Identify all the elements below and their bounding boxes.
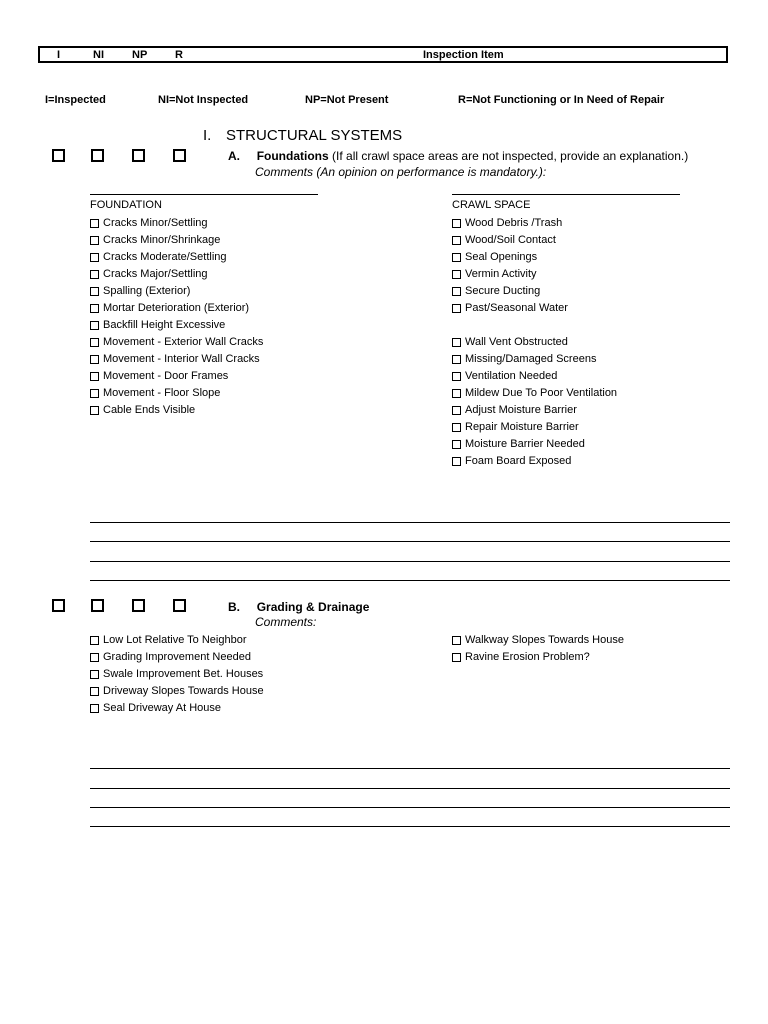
checklist-label: Grading Improvement Needed [103, 651, 251, 663]
list-item[interactable] [452, 232, 617, 249]
checklist-label: Repair Moisture Barrier [465, 421, 579, 433]
foundations-i-checkbox[interactable] [52, 149, 65, 162]
list-item[interactable] [452, 249, 617, 266]
list-item[interactable] [90, 402, 263, 419]
list-item[interactable] [452, 385, 617, 402]
grading-comment-line[interactable] [90, 807, 730, 808]
crawl-space-column-rule [452, 194, 680, 195]
list-item[interactable] [452, 402, 617, 419]
list-item[interactable] [452, 419, 617, 436]
checklist-label: Backfill Height Excessive [103, 319, 226, 331]
checklist-label: Mortar Deterioration (Exterior) [103, 302, 250, 314]
checkbox[interactable] [90, 338, 99, 347]
checkbox[interactable] [452, 219, 461, 228]
foundation-column-rule [90, 194, 318, 195]
checkbox[interactable] [452, 270, 461, 279]
checkbox[interactable] [90, 355, 99, 364]
checklist-label: Vermin Activity [465, 268, 537, 280]
checklist-label: Foam Board Exposed [465, 455, 572, 467]
list-item[interactable] [452, 215, 617, 232]
checklist-label: Wood/Soil Contact [465, 234, 556, 246]
checkbox[interactable] [452, 253, 461, 262]
checklist-label: Cracks Minor/Settling [103, 217, 208, 229]
checklist-label: Movement - Interior Wall Cracks [103, 353, 260, 365]
checkbox[interactable] [452, 338, 461, 347]
checkbox[interactable] [452, 423, 461, 432]
list-item[interactable] [90, 351, 263, 368]
grading-i-checkbox[interactable] [52, 599, 65, 612]
grading-title: Grading & Drainage [256, 600, 370, 614]
checklist-label: Swale Improvement Bet. Houses [103, 668, 264, 680]
checklist-label: Movement - Exterior Wall Cracks [103, 336, 264, 348]
grading-subheading [228, 600, 369, 614]
checkbox[interactable] [90, 270, 99, 279]
checkbox[interactable] [90, 219, 99, 228]
checklist-label: Cracks Minor/Shrinkage [103, 234, 221, 246]
grading-checklist-left [90, 632, 264, 717]
grading-comments-label: Comments: [255, 615, 317, 629]
checkbox[interactable] [452, 372, 461, 381]
checkbox[interactable] [452, 653, 461, 662]
grading-comment-line[interactable] [90, 768, 730, 769]
foundations-comment-line[interactable] [90, 580, 730, 581]
checkbox[interactable] [90, 321, 99, 330]
checkbox[interactable] [90, 287, 99, 296]
list-item[interactable] [90, 283, 263, 300]
list-item[interactable] [452, 453, 617, 470]
foundations-ni-checkbox[interactable] [91, 149, 104, 162]
grading-letter: B. [228, 600, 240, 614]
list-item[interactable] [90, 683, 264, 700]
checkbox[interactable] [452, 636, 461, 645]
checklist-label: Cable Ends Visible [103, 404, 196, 416]
crawl-space-column-heading: CRAWL SPACE [452, 199, 531, 211]
header-col-inspection-item: Inspection Item [423, 49, 504, 61]
checklist-label: Secure Ducting [465, 285, 541, 297]
foundations-comment-line[interactable] [90, 522, 730, 523]
checklist-label: Low Lot Relative To Neighbor [103, 634, 247, 646]
foundations-comments-label: Comments (An opinion on performance is mandatory.): [255, 165, 547, 179]
list-item[interactable] [90, 385, 263, 402]
list-item[interactable] [90, 215, 263, 232]
legend-not-inspected: NI=Not Inspected [158, 94, 249, 106]
checkbox[interactable] [90, 670, 99, 679]
foundations-r-checkbox[interactable] [173, 149, 186, 162]
list-item[interactable] [90, 368, 263, 385]
checkbox[interactable] [452, 355, 461, 364]
list-item[interactable] [452, 632, 624, 649]
checklist-label: Adjust Moisture Barrier [465, 404, 577, 416]
checkbox[interactable] [90, 704, 99, 713]
foundations-comment-line[interactable] [90, 561, 730, 562]
checklist-label: Ventilation Needed [465, 370, 558, 382]
checklist-label: Past/Seasonal Water [465, 302, 568, 314]
list-item[interactable] [90, 700, 264, 717]
list-item[interactable] [90, 632, 264, 649]
legend-not-present: NP=Not Present [305, 94, 389, 106]
checkbox[interactable] [90, 236, 99, 245]
checklist-label: Wood Debris /Trash [465, 217, 563, 229]
checklist-label: Cracks Major/Settling [103, 268, 208, 280]
checkbox[interactable] [90, 406, 99, 415]
list-item[interactable] [452, 266, 617, 283]
checklist-label: Seal Openings [465, 251, 538, 263]
list-item[interactable] [452, 649, 624, 666]
checkbox[interactable] [452, 287, 461, 296]
grading-comment-line[interactable] [90, 826, 730, 827]
checklist-label: Driveway Slopes Towards House [103, 685, 264, 697]
foundation-column-heading: FOUNDATION [90, 199, 162, 211]
list-item[interactable] [452, 368, 617, 385]
checklist-label: Movement - Door Frames [103, 370, 229, 382]
header-col-not-present: NP [132, 49, 148, 61]
checklist-label: Movement - Floor Slope [103, 387, 221, 399]
inspection-header-row [38, 46, 728, 63]
checkbox[interactable] [90, 389, 99, 398]
grading-np-checkbox[interactable] [132, 599, 145, 612]
checkbox[interactable] [452, 440, 461, 449]
foundation-checklist [90, 215, 263, 419]
list-item[interactable] [90, 317, 263, 334]
list-item[interactable] [90, 649, 264, 666]
foundations-note: (If all crawl space areas are not inspected, provide an explanation.) [332, 149, 689, 163]
header-col-repair: R [175, 49, 183, 61]
grading-comment-line[interactable] [90, 788, 730, 789]
foundations-subheading [228, 149, 688, 163]
checkbox[interactable] [452, 389, 461, 398]
checkbox[interactable] [90, 372, 99, 381]
list-item[interactable] [452, 283, 617, 300]
checkbox[interactable] [90, 304, 99, 313]
list-item[interactable] [90, 666, 264, 683]
legend-repair: R=Not Functioning or In Need of Repair [458, 94, 665, 106]
checklist-label: Moisture Barrier Needed [465, 438, 585, 450]
list-item[interactable] [452, 436, 617, 453]
list-item[interactable] [90, 334, 263, 351]
checkbox[interactable] [90, 636, 99, 645]
checklist-label: Missing/Damaged Screens [465, 353, 597, 365]
list-item[interactable] [452, 300, 617, 317]
foundations-letter: A. [228, 149, 240, 163]
list-item[interactable] [90, 300, 263, 317]
section-number: I. [203, 127, 212, 144]
list-item[interactable] [90, 249, 263, 266]
checklist-label: Seal Driveway At House [103, 702, 221, 714]
checkbox[interactable] [90, 653, 99, 662]
legend-inspected: I=Inspected [45, 94, 106, 106]
section-title: STRUCTURAL SYSTEMS [226, 127, 403, 144]
checklist-label: Wall Vent Obstructed [465, 336, 568, 348]
grading-checklist-right [452, 632, 624, 666]
foundations-np-checkbox[interactable] [132, 149, 145, 162]
grading-ni-checkbox[interactable] [91, 599, 104, 612]
foundations-comment-line[interactable] [90, 541, 730, 542]
list-spacer [452, 317, 617, 334]
checklist-label: Mildew Due To Poor Ventilation [465, 387, 618, 399]
checkbox[interactable] [452, 406, 461, 415]
checkbox[interactable] [452, 457, 461, 466]
checkbox[interactable] [90, 253, 99, 262]
list-item[interactable] [452, 351, 617, 368]
list-item[interactable] [90, 232, 263, 249]
grading-r-checkbox[interactable] [173, 599, 186, 612]
header-col-not-inspected: NI [93, 49, 104, 61]
checkbox[interactable] [452, 236, 461, 245]
list-item[interactable] [90, 266, 263, 283]
list-item[interactable] [452, 334, 617, 351]
checklist-label: Walkway Slopes Towards House [465, 634, 624, 646]
checklist-label: Spalling (Exterior) [103, 285, 191, 297]
checkbox[interactable] [452, 304, 461, 313]
header-col-inspected: I [57, 49, 61, 61]
checklist-label: Cracks Moderate/Settling [103, 251, 227, 263]
checklist-label: Ravine Erosion Problem? [465, 651, 590, 663]
crawl-space-checklist [452, 215, 617, 470]
foundations-title: Foundations [256, 149, 329, 163]
checkbox[interactable] [90, 687, 99, 696]
